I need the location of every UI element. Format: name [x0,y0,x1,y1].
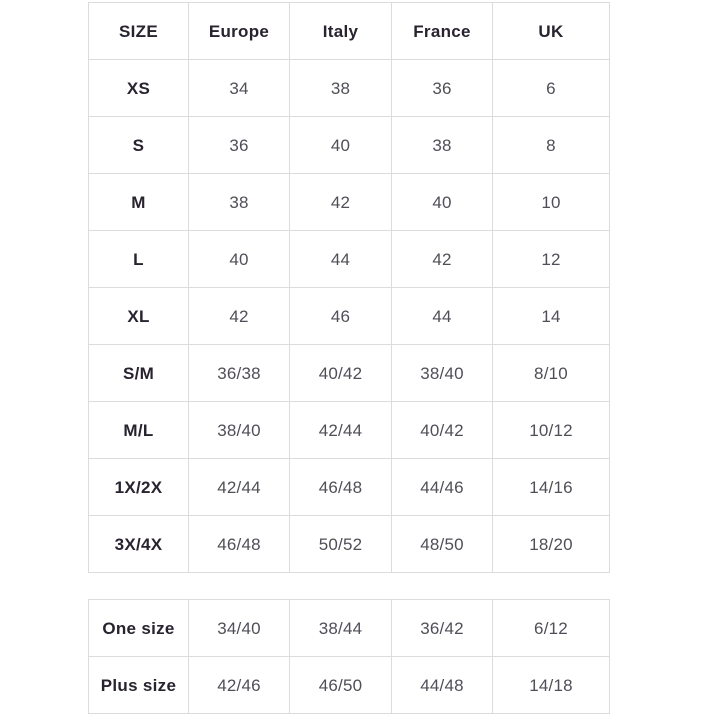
table-cell: 40 [189,231,290,288]
table-cell: 44 [290,231,392,288]
table-cell: 6/12 [493,600,610,657]
row-label: S/M [89,345,189,402]
table-row-3x4x [89,516,610,573]
row-label: 1X/2X [89,459,189,516]
table-row-m [89,174,610,231]
column-header-size: SIZE [89,3,189,60]
row-label: M [89,174,189,231]
table-cell: 38/40 [392,345,493,402]
table-cell: 40 [290,117,392,174]
table-cell: 38/40 [189,402,290,459]
table-row-plus-size [89,657,610,714]
table-cell: 36 [189,117,290,174]
table-cell: 46/50 [290,657,392,714]
table-row-xs [89,60,610,117]
table-cell: 36 [392,60,493,117]
table-cell: 40/42 [290,345,392,402]
table-cell: 12 [493,231,610,288]
table-row-l [89,231,610,288]
size-chart [88,2,610,714]
special-sizes-table [88,599,610,714]
table-cell: 36/42 [392,600,493,657]
row-label: S [89,117,189,174]
table-cell: 42/44 [189,459,290,516]
column-header-italy: Italy [290,3,392,60]
table-cell: 34 [189,60,290,117]
table-cell: 34/40 [189,600,290,657]
row-label: XL [89,288,189,345]
row-label: One size [89,600,189,657]
column-header-uk: UK [493,3,610,60]
row-label: XS [89,60,189,117]
size-conversion-table [88,2,610,573]
table-cell: 44/46 [392,459,493,516]
table-cell: 42/46 [189,657,290,714]
table-cell: 10/12 [493,402,610,459]
table-row-ml [89,402,610,459]
table-row-s [89,117,610,174]
table-cell: 38/44 [290,600,392,657]
table-cell: 46 [290,288,392,345]
table-cell: 46/48 [189,516,290,573]
row-label: M/L [89,402,189,459]
table-row-xl [89,288,610,345]
table-cell: 48/50 [392,516,493,573]
table-cell: 42/44 [290,402,392,459]
table-cell: 38 [290,60,392,117]
row-label: L [89,231,189,288]
table-cell: 8 [493,117,610,174]
table-cell: 10 [493,174,610,231]
table-cell: 14/18 [493,657,610,714]
table-cell: 38 [189,174,290,231]
table-cell: 44 [392,288,493,345]
column-header-europe: Europe [189,3,290,60]
table-cell: 50/52 [290,516,392,573]
table-cell: 42 [392,231,493,288]
table-cell: 36/38 [189,345,290,402]
table-cell: 40 [392,174,493,231]
table-cell: 14/16 [493,459,610,516]
table-cell: 38 [392,117,493,174]
table-cell: 40/42 [392,402,493,459]
table-row-sm [89,345,610,402]
table-cell: 18/20 [493,516,610,573]
table-row-1x2x [89,459,610,516]
table-cell: 42 [189,288,290,345]
row-label: Plus size [89,657,189,714]
table-cell: 6 [493,60,610,117]
table-cell: 14 [493,288,610,345]
table-row-one-size [89,600,610,657]
table-cell: 42 [290,174,392,231]
table-cell: 44/48 [392,657,493,714]
header-row [89,3,610,60]
row-label: 3X/4X [89,516,189,573]
table-cell: 8/10 [493,345,610,402]
table-cell: 46/48 [290,459,392,516]
column-header-france: France [392,3,493,60]
